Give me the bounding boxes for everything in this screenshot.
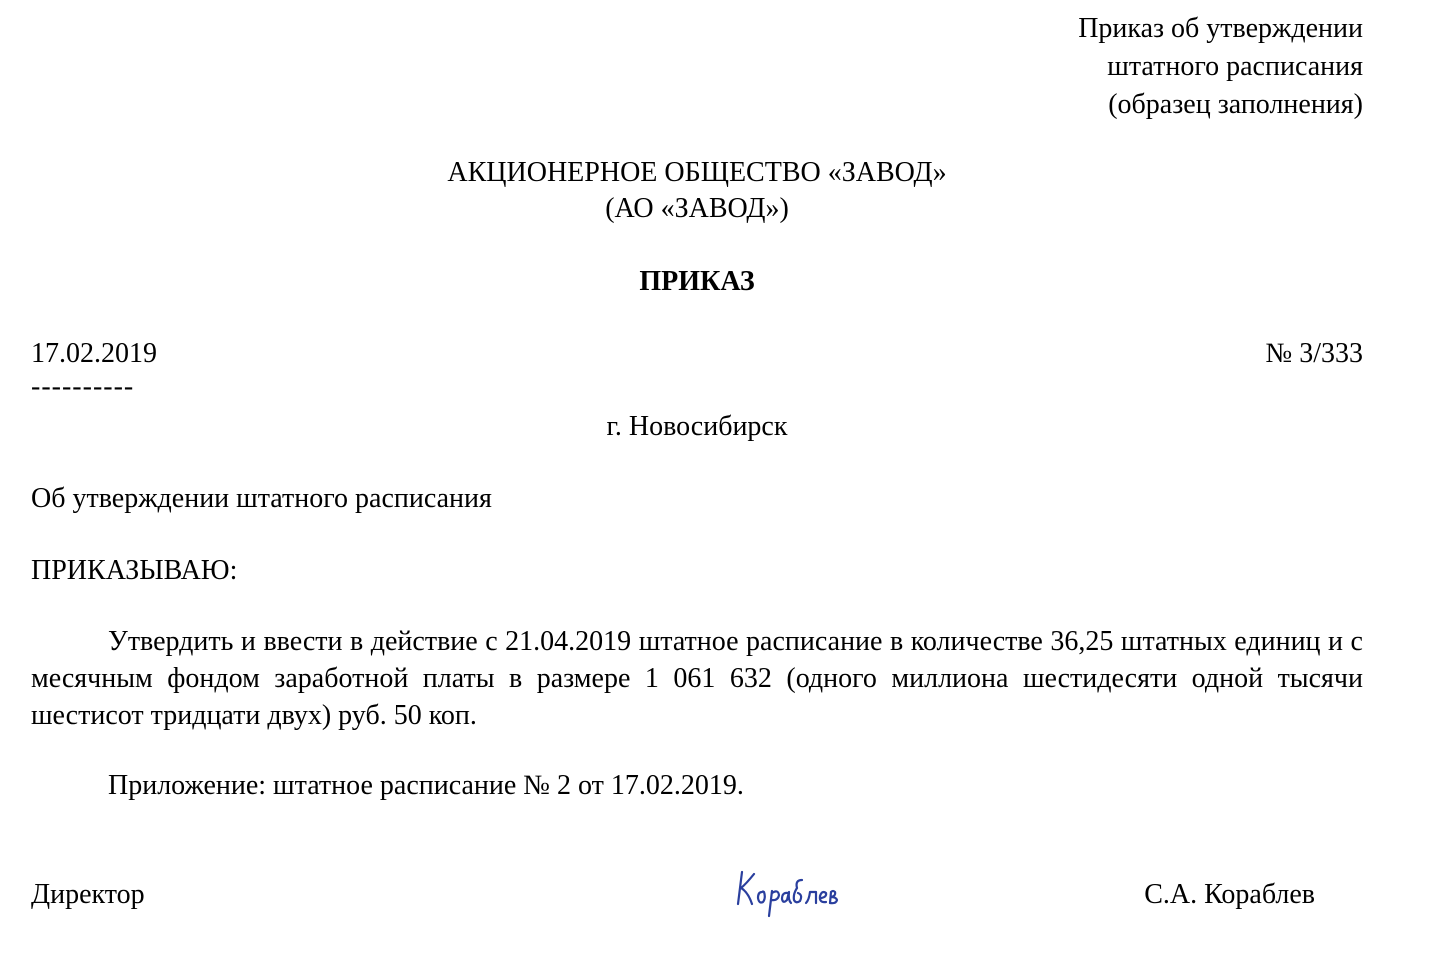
organization-full-name: АКЦИОНЕРНОЕ ОБЩЕСТВО «ЗАВОД»: [447, 157, 947, 188]
order-directive: ПРИКАЗЫВАЮ:: [31, 555, 238, 586]
organization-header: [0, 155, 1394, 227]
document-city: г. Новосибирск: [606, 411, 788, 442]
document-number: № 3/333: [1265, 338, 1363, 369]
handwritten-signature: [732, 862, 852, 922]
attachment-line: Приложение: штатное расписание № 2 от 17.02.2019.: [108, 770, 744, 801]
sample-note-line-1: Приказ об утверждении: [1078, 13, 1363, 44]
order-body: Утвердить и ввести в действие с 21.04.2019 штатное расписание в количестве 36,25 штатных единиц и с месячным фондом заработной платы в размере 1 061 632 (одного миллиона шестидесяти одной тысячи шестисот тридцати двух) руб. 50 коп.: [31, 626, 1363, 731]
document-subject: Об утверждении штатного расписания: [31, 483, 492, 514]
sample-note: [1078, 10, 1363, 124]
date-underline-dashes: ----------: [31, 371, 135, 402]
signatory-name: С.А. Кораблев: [1144, 879, 1315, 910]
sample-note-line-3: (образец заполнения): [1108, 89, 1363, 120]
document-title: ПРИКАЗ: [639, 266, 755, 297]
signatory-role: Директор: [31, 879, 145, 910]
document-date: 17.02.2019: [31, 338, 157, 369]
sample-note-line-2: штатного расписания: [1107, 51, 1363, 82]
organization-short-name: (АО «ЗАВОД»): [605, 193, 789, 224]
